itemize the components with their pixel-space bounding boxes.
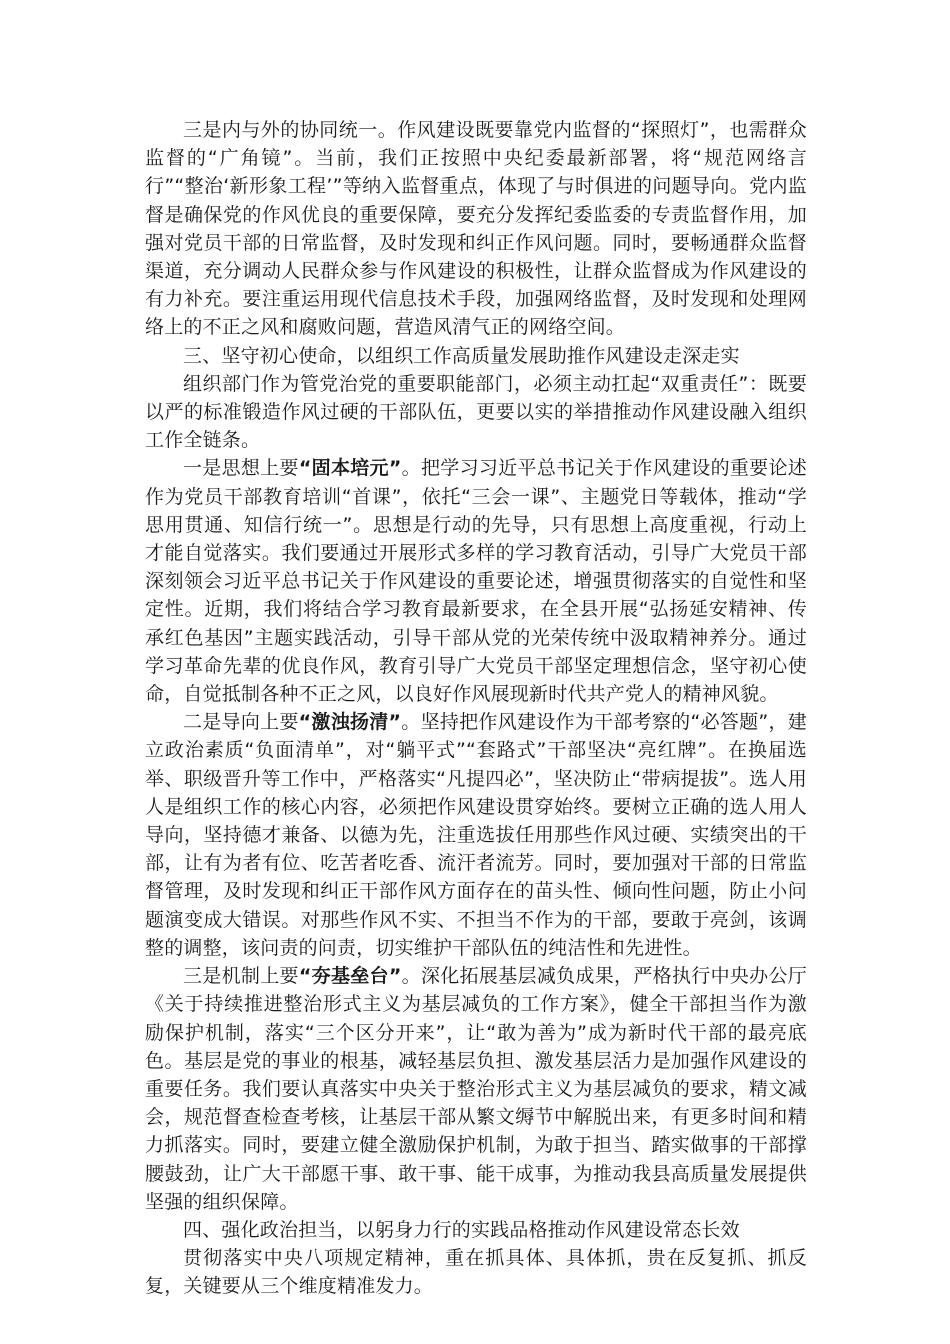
paragraph-eight-regulations: 贯彻落实中央八项规定精神，重在抓具体、具体抓，贵在反复抓、抓反复，关键要从三个维度精准发力。	[145, 1247, 807, 1298]
point-prefix: 一是思想上要	[183, 457, 299, 480]
paragraph-mechanism	[145, 962, 807, 1216]
section-heading-4: 四、强化政治担当，以躬身力行的实践品格推动作风建设常态长效	[183, 1218, 740, 1241]
point-keyword: “夯基垒台”	[298, 965, 402, 988]
document-page	[145, 116, 807, 1301]
point-keyword: “激浊扬清”	[298, 711, 402, 734]
paragraph-organization-duty: 组织部门作为管党治党的重要职能部门，必须主动扛起“双重责任”：既要以严的标准锻造作风过硬的干部队伍，更要以实的举措推动作风建设融入组织工作全链条。	[145, 372, 807, 452]
point-keyword: “固本培元”	[298, 457, 402, 480]
point-body: 。坚持把作风建设作为干部考察的“必答题”，建立政治素质“负面清单”，对“躺平式”“套路式”干部坚决“亮红牌”。在换届选举、职级晋升等工作中，严格落实“凡提四必”，坚决防止“带病提拔”。选人用人是组织工作的核心内容，必须把作风建设贯穿始终。要树立正确的选人用人导向，坚持德才兼备、以德为先，注重选拔任用那些作风过硬、实绩突出的干部，让有为者有位、吃苦者吃香、流汗者流芳。同时，要加强对干部的日常监督管理，及时发现和纠正干部作风方面存在的苗头性、倾向性问题，防止小问题演变成大错误。对那些作风不实、不担当不作为的干部，要敢于亮剑，该调整的调整，该问责的问责，切实维护干部队伍的纯洁性和先进性。	[145, 711, 807, 959]
point-prefix: 三是机制上要	[183, 965, 299, 988]
paragraph-inner-outer-supervision: 三是内与外的协同统一。作风建设既要靠党内监督的“探照灯”，也需群众监督的“广角镜”。当前，我们正按照中央纪委最新部署，将“规范网络言行”“整治‘新形象工程’”等纳入监督重点，体现了与时俱进的问题导向。党内监督是确保党的作风优良的重要保障，要充分发挥纪委监委的专责监督作用，加强对党员干部的日常监督，及时发现和纠正作风问题。同时，要畅通群众监督渠道，充分调动人民群众参与作风建设的积极性，让群众监督成为作风建设的有力补充。要注重运用现代信息技术手段，加强网络监督，及时发现和处理网络上的不正之风和腐败问题，营造风清气正的网络空间。	[145, 119, 807, 339]
paragraph-guidance	[145, 708, 807, 962]
section-heading-3: 三、坚守初心使命，以组织工作高质量发展助推作风建设走深走实	[183, 344, 740, 367]
paragraph-ideology	[145, 454, 807, 708]
point-body: 。深化拓展基层减负成果，严格执行中央办公厅《关于持续推进整治形式主义为基层减负的工作方案》，健全干部担当作为激励保护机制，落实“三个区分开来”，让“敢为善为”成为新时代干部的最亮底色。基层是党的事业的根基，减轻基层负担、激发基层活力是加强作风建设的重要任务。我们要认真落实中央关于整治形式主义为基层减负的要求，精文减会，规范督查检查考核，让基层干部从繁文缛节中解脱出来，有更多时间和精力抓落实。同时，要建立健全激励保护机制，为敢于担当、踏实做事的干部撑腰鼓劲，让广大干部愿干事、敢干事、能干成事，为推动我县高质量发展提供坚强的组织保障。	[145, 965, 807, 1213]
point-prefix: 二是导向上要	[183, 711, 299, 734]
point-body: 。把学习习近平总书记关于作风建设的重要论述作为党员干部教育培训“首课”，依托“三会一课”、主题党日等载体，推动“学思用贯通、知信行统一”。思想是行动的先导，只有思想上高度重视，行动上才能自觉落实。我们要通过开展形式多样的学习教育活动，引导广大党员干部深刻领会习近平总书记关于作风建设的重要论述，增强贯彻落实的自觉性和坚定性。近期，我们将结合学习教育最新要求，在全县开展“弘扬延安精神、传承红色基因”主题实践活动，引导干部从党的光荣传统中汲取精神养分。通过学习革命先辈的优良作风，教育引导广大党员干部坚定理想信念，坚守初心使命，自觉抵制各种不正之风，以良好作风展现新时代共产党人的精神风貌。	[145, 457, 807, 706]
